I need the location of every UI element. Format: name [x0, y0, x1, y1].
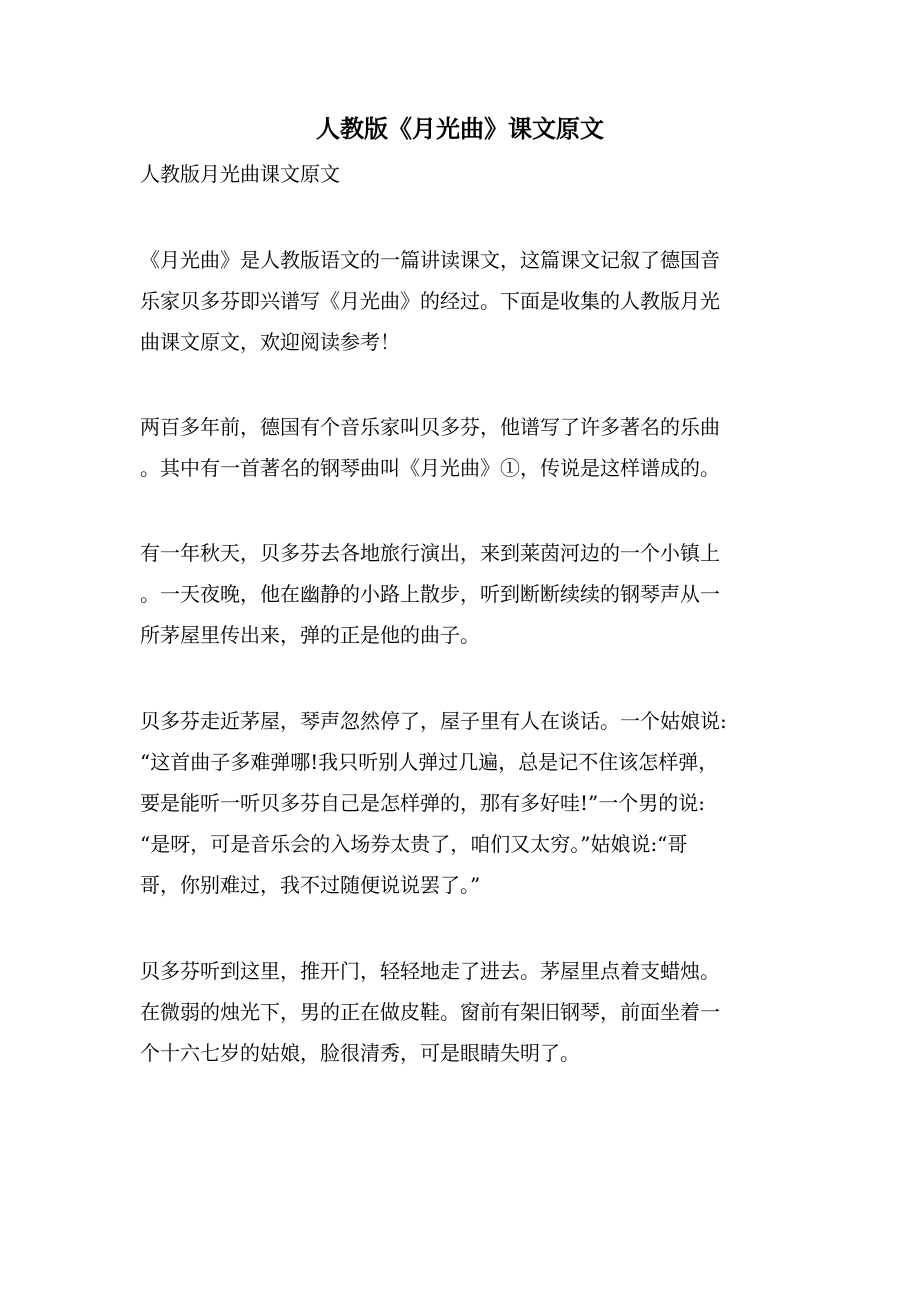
paragraph-line: 曲课文原文，欢迎阅读参考！: [140, 330, 400, 354]
paragraph-line: 贝多芬听到这里，推开门，轻轻地走了进去。茅屋里点着支蜡烛。: [140, 959, 720, 983]
paragraph-intro: [140, 240, 780, 363]
paragraph-line: 。其中有一首著名的钢琴曲叫《月光曲》①，传说是这样谱成的。: [140, 456, 720, 480]
paragraph-3: [140, 533, 780, 656]
paragraph-line: 哥，你别难过，我不过随便说说罢了。”: [140, 873, 481, 897]
document-subtitle: 人教版月光曲课文原文: [140, 162, 340, 186]
paragraph-line: 在微弱的烛光下，男的正在做皮鞋。窗前有架旧钢琴，前面坐着一: [140, 1000, 720, 1024]
paragraph-line: 贝多芬走近茅屋，琴声忽然停了，屋子里有人在谈话。一个姑娘说:: [140, 709, 727, 733]
paragraph-line: 所茅屋里传出来，弹的正是他的曲子。: [140, 623, 480, 647]
paragraph-line: 乐家贝多芬即兴谱写《月光曲》的经过。下面是收集的人教版月光: [140, 289, 720, 313]
paragraph-line: “这首曲子多难弹哪!我只听别人弹过几遍，总是记不住该怎样弹，: [140, 750, 719, 774]
paragraph-4: [140, 701, 780, 906]
paragraph-line: 《月光曲》是人教版语文的一篇讲读课文，这篇课文记叙了德国音: [140, 248, 720, 272]
paragraph-line: 有一年秋天，贝多芬去各地旅行演出，来到莱茵河边的一个小镇上: [140, 541, 720, 565]
paragraph-line: “是呀，可是音乐会的入场券太贵了，咱们又太穷。”姑娘说:“哥: [140, 832, 688, 856]
paragraph-line: 两百多年前，德国有个音乐家叫贝多芬，他谱写了许多著名的乐曲: [140, 415, 720, 439]
paragraph-5: [140, 951, 780, 1074]
paragraph-line: 要是能听一听贝多芬自己是怎样弹的，那有多好哇!”一个男的说:: [140, 791, 705, 815]
paragraph-line: 个十六七岁的姑娘，脸很清秀，可是眼睛失明了。: [140, 1041, 580, 1065]
paragraph-line: 。一天夜晚，他在幽静的小路上散步，听到断断续续的钢琴声从一: [140, 582, 720, 606]
document-title: 人教版《月光曲》课文原文: [316, 114, 604, 143]
paragraph-2: [140, 407, 780, 489]
